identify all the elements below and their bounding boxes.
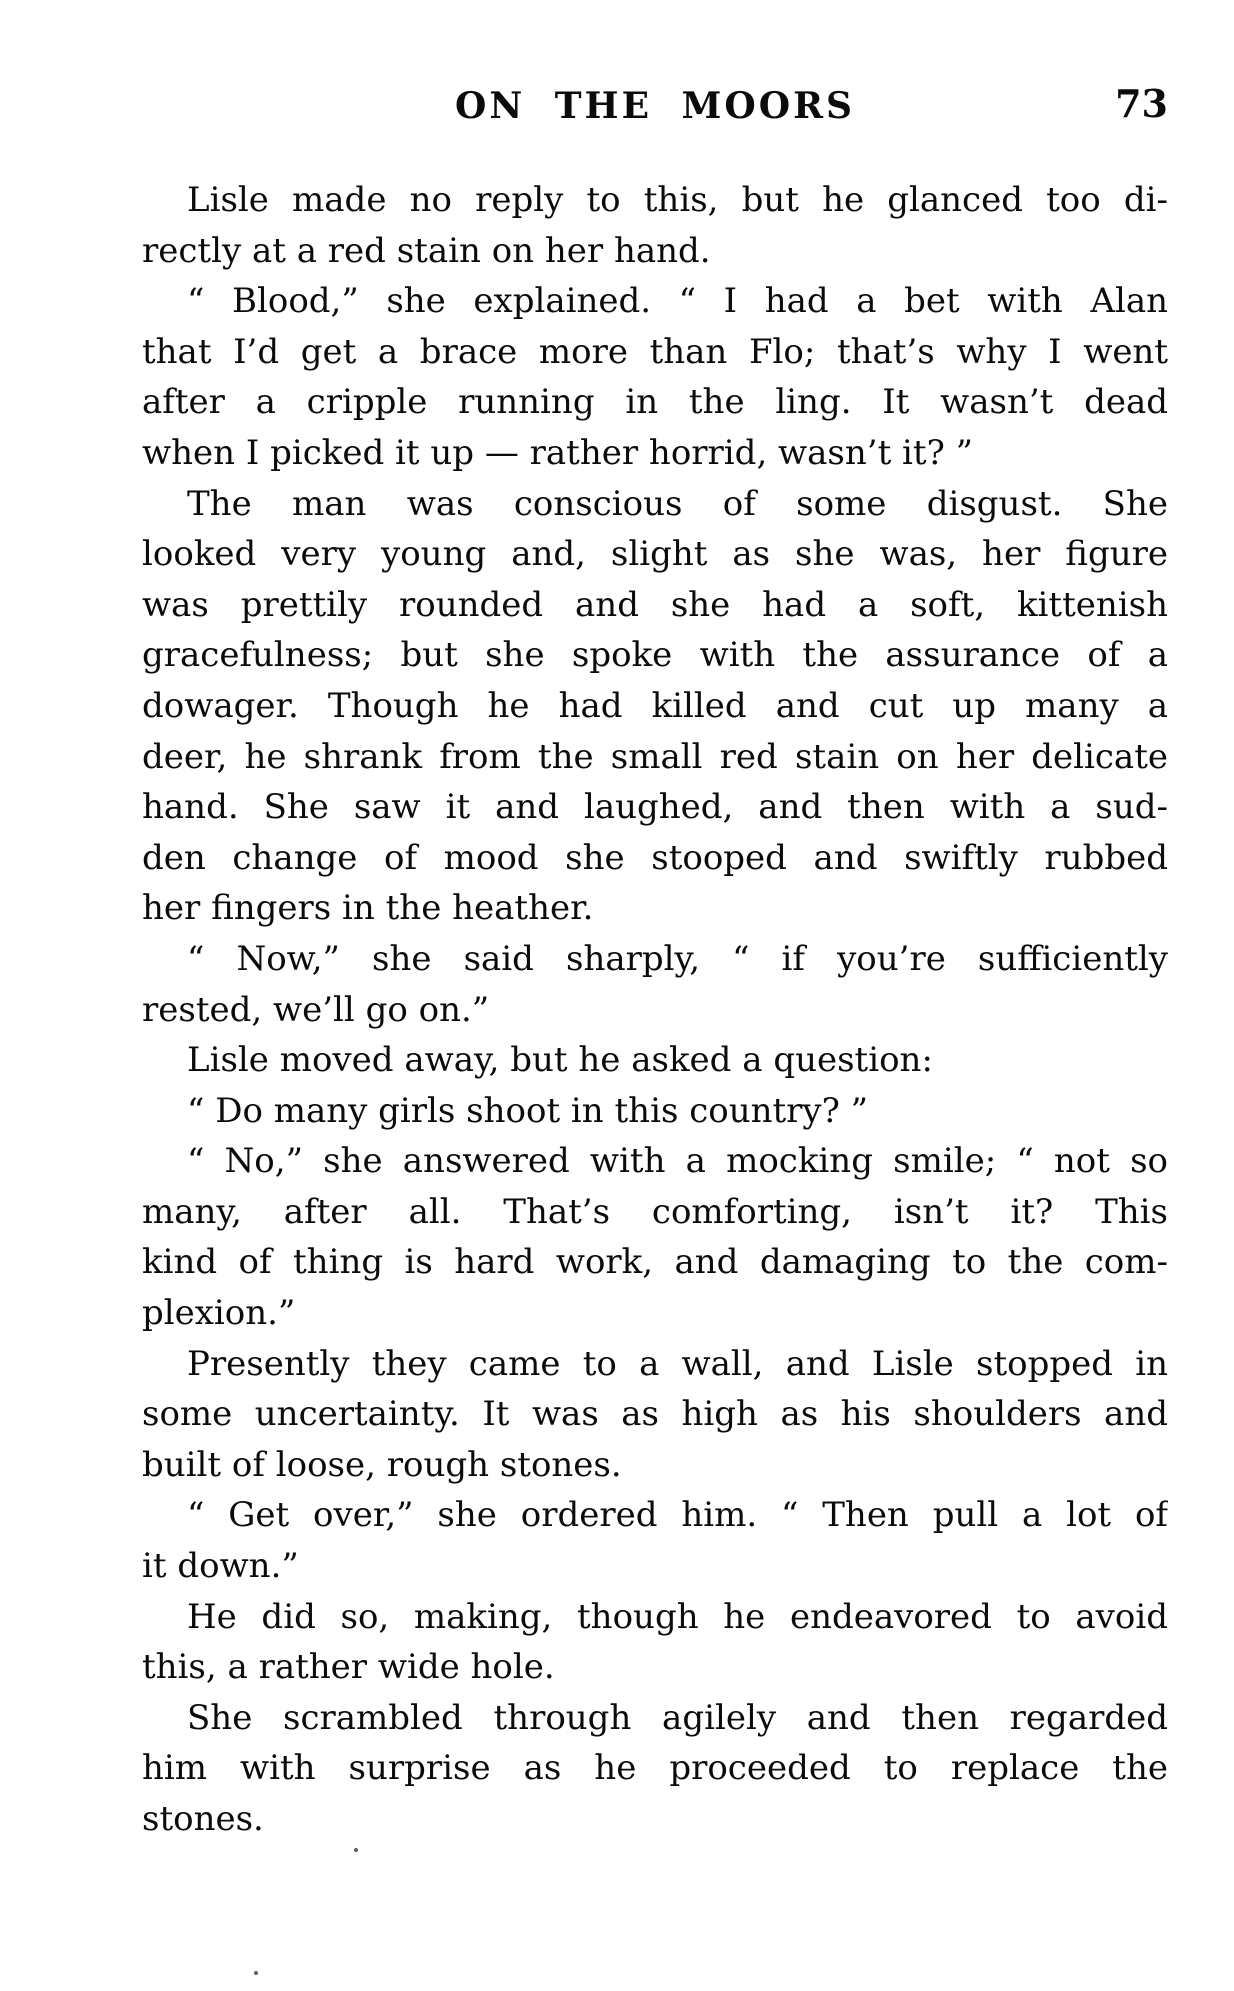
paragraph <box>142 479 1168 934</box>
text-line: him with surprise as he proceeded to replace the <box>142 1748 1168 1789</box>
text-line: dowager. Though he had killed and cut up many a <box>142 685 1168 726</box>
text-line: that I’d get a brace more than Flo; that’s why I went <box>142 331 1168 372</box>
text-line: “ Get over,” she ordered him. “ Then pull a lot of <box>187 1495 1168 1536</box>
text-line: He did so, making, though he endeavored to avoid <box>187 1596 1168 1637</box>
text-line: hand. She saw it and laughed, and then with a sud- <box>142 787 1168 828</box>
text-line: was prettily rounded and she had a soft, kittenish <box>142 584 1168 625</box>
text-line: The man was conscious of some disgust. She <box>187 483 1168 524</box>
paragraph <box>142 1136 1168 1338</box>
text-line: She scrambled through agilely and then regarded <box>187 1697 1168 1738</box>
text-line: rectly at a red stain on her hand. <box>142 230 711 271</box>
text-line: it down.” <box>142 1546 299 1587</box>
paragraph <box>142 1035 1168 1086</box>
text-line: Lisle moved away, but he asked a question: <box>187 1040 933 1081</box>
text-line: “ No,” she answered with a mocking smile; “ not so <box>187 1141 1168 1182</box>
paragraph <box>142 175 1168 276</box>
text-line: plexion.” <box>142 1293 296 1334</box>
text-line: her fingers in the heather. <box>142 888 594 929</box>
paragraph <box>142 1339 1168 1491</box>
text-line: looked very young and, slight as she was, her figure <box>142 534 1168 575</box>
text-line: gracefulness; but she spoke with the assurance of a <box>142 635 1168 676</box>
paragraph <box>142 934 1168 1035</box>
text-line: kind of thing is hard work, and damaging to the com- <box>142 1242 1168 1283</box>
paragraph <box>142 1490 1168 1591</box>
text-line: stones. <box>142 1799 264 1839</box>
paragraph <box>142 1086 1168 1137</box>
paragraph <box>142 276 1168 478</box>
paragraph <box>142 1693 1168 1845</box>
text-line: “ Blood,” she explained. “ I had a bet with Alan <box>187 281 1168 322</box>
text-line: Presently they came to a wall, and Lisle stopped in <box>187 1343 1168 1384</box>
text-line: when I picked it up — rather horrid, wasn’t it? ” <box>142 432 974 473</box>
text-line: many, after all. That’s comforting, isn’t it? This <box>142 1191 1168 1232</box>
text-line: Lisle made no reply to this, but he glanced too di- <box>187 180 1168 220</box>
text-line: built of loose, rough stones. <box>142 1444 622 1485</box>
text-line: deer, he shrank from the small red stain on her delicate <box>142 736 1168 777</box>
scan-artifact <box>254 1971 258 1975</box>
page-number: 73 <box>1115 81 1168 126</box>
text-line: den change of mood she stooped and swiftly rubbed <box>142 837 1168 878</box>
text-line: “ Now,” she said sharply, “ if you’re sufficiently <box>187 938 1168 979</box>
scan-artifact <box>354 1848 358 1852</box>
text-line: after a cripple running in the ling. It wasn’t dead <box>142 382 1168 423</box>
text-line: this, a rather wide hole. <box>142 1647 555 1688</box>
text-line: rested, we’ll go on.” <box>142 989 490 1030</box>
body-text <box>142 175 1168 1845</box>
text-line: “ Do many girls shoot in this country? ” <box>187 1090 869 1131</box>
running-header-title: ON THE MOORS <box>454 85 856 127</box>
paragraph <box>142 1592 1168 1693</box>
text-line: some uncertainty. It was as high as his shoulders and <box>142 1394 1168 1435</box>
